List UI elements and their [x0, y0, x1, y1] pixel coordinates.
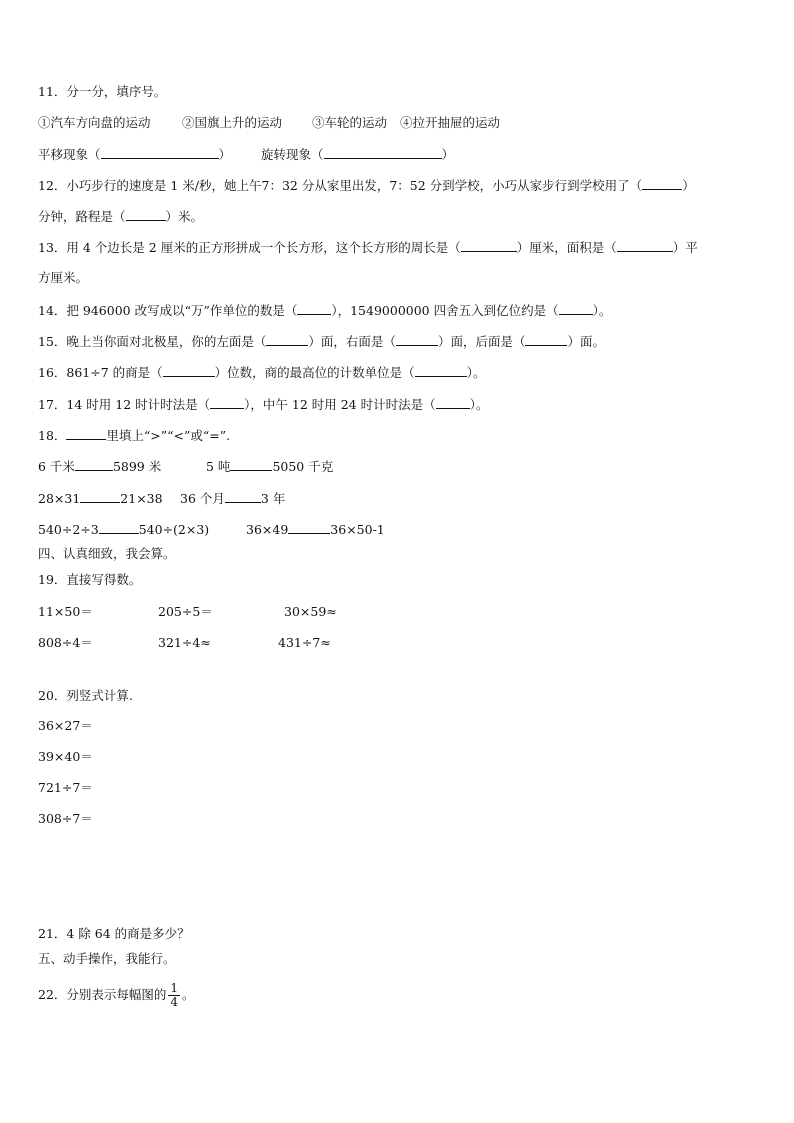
q18-blank[interactable]	[99, 521, 139, 534]
q17-blank-1[interactable]	[210, 396, 244, 409]
q12-blank-1[interactable]	[642, 177, 682, 190]
q15-blank-2[interactable]	[396, 333, 438, 346]
q13-blank-2[interactable]	[617, 239, 673, 252]
q15-text: 15．晚上当你面对北极星，你的左面是（	[38, 334, 267, 349]
q18-title-blank	[66, 427, 106, 440]
q11-option-2: ②国旗上升的运动	[182, 115, 283, 130]
q17-text: ），中午 12 时用 24 时计时法是（	[244, 397, 436, 412]
q18-expr: 36 个月	[180, 491, 225, 506]
q18-expr: 36×49	[246, 522, 289, 537]
q18-expr: 540÷(2×3)	[138, 522, 210, 537]
q11-option-4: ④拉开抽屉的运动	[400, 115, 501, 130]
q12-text: ）米。	[165, 209, 204, 224]
q13-text: ）厘米，面积是（	[516, 240, 617, 255]
q14	[38, 302, 611, 319]
q20-item: 36×27＝	[38, 718, 93, 733]
fraction-denominator: 4	[170, 995, 179, 1009]
q22-text: 。	[182, 987, 195, 1002]
q18-expr: 6 千米	[38, 459, 75, 474]
q20-item: 308÷7＝	[38, 811, 93, 826]
translation-label: 平移现象（	[38, 147, 101, 162]
q14-text: ），1549000000 四舍五入到亿位约是（	[331, 303, 559, 318]
q22-text: 22．分别表示每幅图的	[38, 987, 167, 1002]
close-paren: ）	[441, 147, 455, 162]
q18-expr: 540÷2÷3	[38, 522, 99, 537]
q18-expr: 3 年	[260, 491, 286, 506]
q18-expr: 21×38	[120, 491, 163, 506]
q16-text: 16．861÷7 的商是（	[38, 365, 163, 380]
q19-item: 431÷7≈	[278, 635, 331, 650]
q20-title: 20．列竖式计算.	[38, 688, 133, 703]
q18-expr: 5899 米	[112, 459, 162, 474]
q18-expr: 28×31	[38, 491, 81, 506]
q16-text: ）。	[466, 365, 486, 380]
q18-blank[interactable]	[230, 458, 272, 471]
close-paren: ）	[218, 147, 232, 162]
close-paren: ）	[682, 178, 695, 193]
q16-text: ）位数，商的最高位的计数单位是（	[214, 365, 415, 380]
q16	[38, 364, 485, 381]
q18-blank[interactable]	[75, 458, 113, 471]
q11-answers	[38, 146, 454, 163]
q18-expr: 5 吨	[206, 459, 231, 474]
q15-text: ）面。	[567, 334, 605, 349]
q18-text: 里填上“>”“<”或“=”.	[106, 428, 231, 443]
rotation-label: 旋转现象（	[261, 147, 324, 162]
q13-blank-1[interactable]	[461, 239, 517, 252]
q19-item: 11×50＝	[38, 604, 93, 619]
q17-text: ）。	[469, 397, 489, 412]
q11-option-3: ③车轮的运动	[312, 115, 388, 130]
q15-blank-3[interactable]	[525, 333, 567, 346]
q11-option-1: ①汽车方向盘的运动	[38, 115, 151, 130]
q18-blank[interactable]	[288, 521, 330, 534]
q18-text: 18．	[38, 428, 67, 443]
q20-item: 39×40＝	[38, 749, 93, 764]
q19-item: 30×59≈	[284, 604, 337, 619]
q16-blank-1[interactable]	[163, 364, 215, 377]
q13-line2	[38, 270, 88, 286]
q12-line1	[38, 177, 695, 194]
q19-item: 321÷4≈	[158, 635, 211, 650]
q18-blank[interactable]	[80, 490, 120, 503]
q15-text: ）面，后面是（	[437, 334, 526, 349]
fraction-numerator: 1	[170, 981, 179, 995]
q21: 21．4 除 64 的商是多少？	[38, 926, 190, 941]
q14-blank-2[interactable]	[559, 302, 593, 315]
q15-blank-1[interactable]	[266, 333, 308, 346]
q13-text: 方厘米。	[38, 270, 89, 285]
q19-item: 808÷4＝	[38, 635, 93, 650]
translation-blank[interactable]	[101, 146, 219, 159]
q14-blank-1[interactable]	[297, 302, 331, 315]
q11-title: 11．分一分，填序号。	[38, 84, 167, 99]
q19-item: 205÷5＝	[158, 604, 213, 619]
rotation-blank[interactable]	[324, 146, 442, 159]
q22	[38, 982, 195, 1009]
q20-item: 721÷7＝	[38, 780, 93, 795]
q12-text: 12．小巧步行的速度是 1 米/秒，她上午7：32 分从家里出发，7：52 分到学校，小巧从家步行到学校用了（	[38, 178, 643, 193]
q19-title: 19．直接写得数。	[38, 572, 142, 587]
q17	[38, 396, 488, 413]
q18-blank[interactable]	[225, 490, 261, 503]
q15	[38, 333, 605, 350]
q12-blank-2[interactable]	[126, 208, 166, 221]
q14-text: ）。	[592, 303, 612, 318]
q13-text: 13．用 4 个边长是 2 厘米的正方形拼成一个长方形，这个长方形的周长是（	[38, 240, 461, 255]
section-4-title: 四、认真细致，我会算。	[38, 546, 176, 561]
q18-expr: 5050 千克	[272, 459, 334, 474]
q15-text: ）面，右面是（	[308, 334, 396, 349]
q13-text: ）平	[672, 240, 698, 255]
q12-line2	[38, 208, 203, 225]
q12-text: 分钟，路程是（	[38, 209, 126, 224]
fraction-one-quarter	[168, 982, 180, 1009]
q13-line1	[38, 239, 698, 256]
q18-expr: 36×50-1	[330, 522, 385, 537]
q16-blank-2[interactable]	[415, 364, 467, 377]
q18-title	[38, 427, 230, 444]
q17-blank-2[interactable]	[436, 396, 470, 409]
q14-text: 14．把 946000 改写成以“万”作单位的数是（	[38, 303, 298, 318]
section-5-title: 五、动手操作，我能行。	[38, 951, 176, 966]
q17-text: 17．14 时用 12 时计时法是（	[38, 397, 211, 412]
